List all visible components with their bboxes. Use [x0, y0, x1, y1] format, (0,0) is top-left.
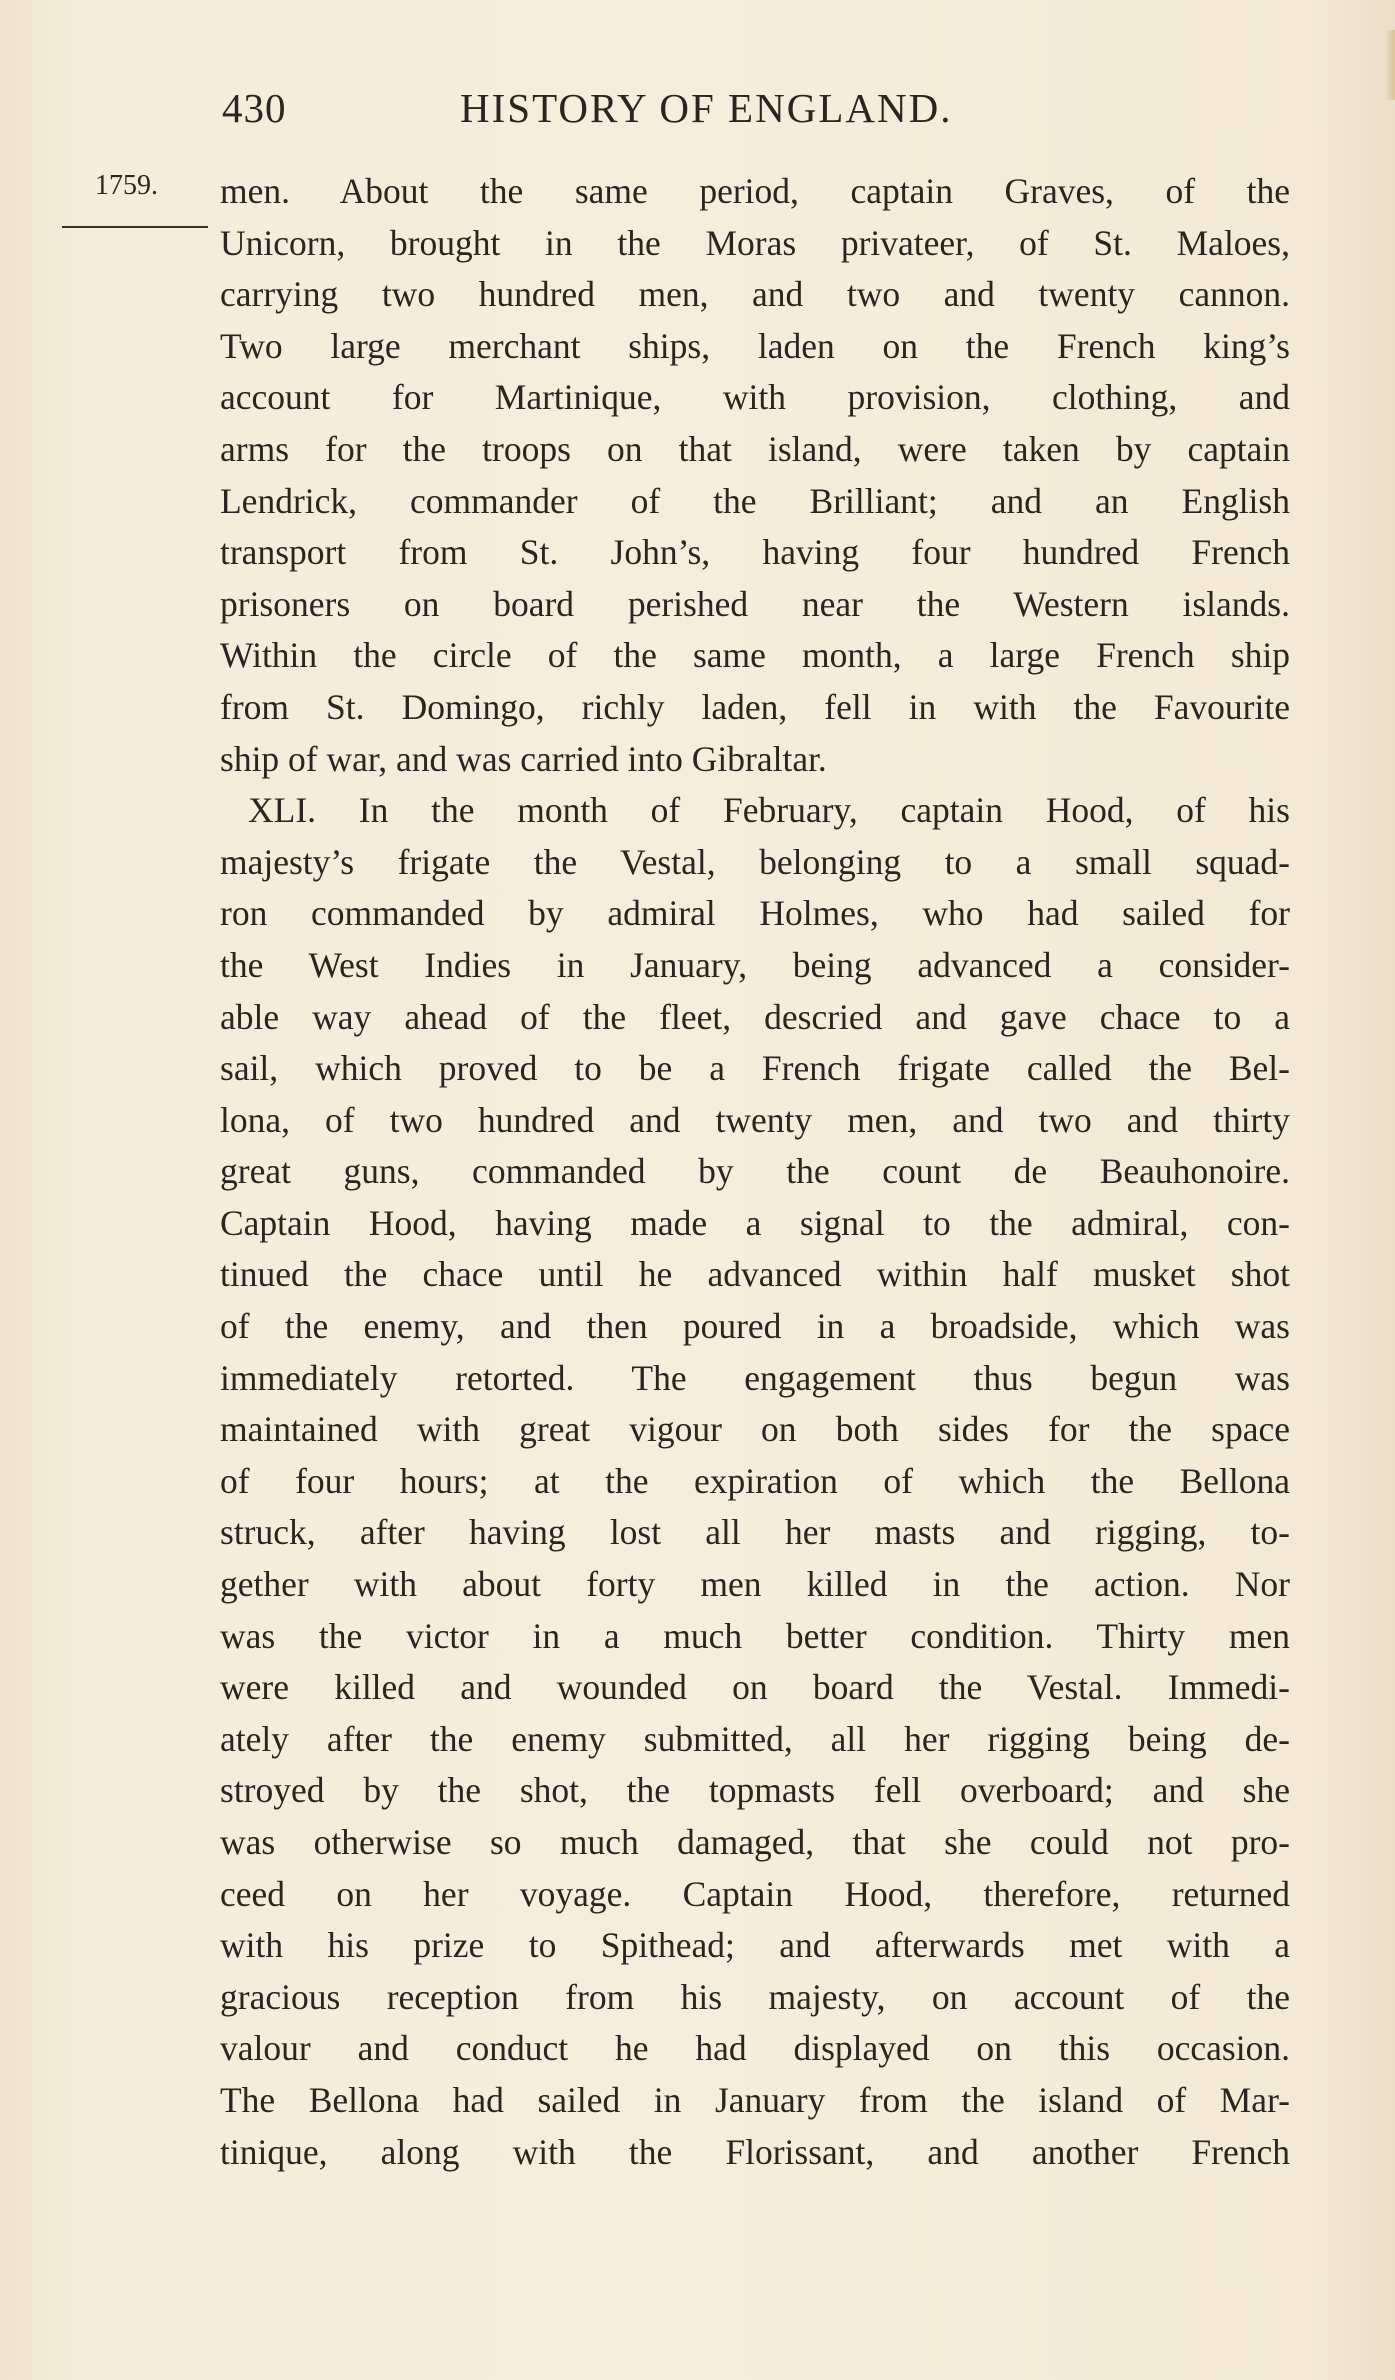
- text-line: the West Indies in January, being advanced a consider-: [220, 944, 1290, 985]
- text-line: The Bellona had sailed in January from the island of Mar-: [220, 2079, 1290, 2120]
- page-edge-stain: [1385, 30, 1395, 100]
- text-line: men. About the same period, captain Graves, of the: [220, 171, 1290, 211]
- text-line: of the enemy, and then poured in a broadside, which was: [220, 1306, 1290, 1347]
- text-line: lona, of two hundred and twenty men, and two and thirty: [220, 1099, 1290, 1140]
- text-line: carrying two hundred men, and two and twenty cannon.: [220, 274, 1290, 315]
- text-line: prisoners on board perished near the Western islands.: [220, 583, 1290, 624]
- page-number: 430: [222, 85, 287, 131]
- running-title: HISTORY OF ENGLAND.: [460, 85, 953, 131]
- text-line: struck, after having lost all her masts and rigging, to-: [220, 1512, 1290, 1553]
- text-line: was otherwise so much damaged, that she could not pro-: [220, 1822, 1290, 1862]
- text-line: were killed and wounded on board the Vestal. Immedi-: [220, 1667, 1290, 1708]
- text-line: was the victor in a much better condition. Thirty men: [220, 1615, 1290, 1656]
- text-line: ship of war, and was carried into Gibraltar.: [220, 738, 827, 779]
- text-line: gether with about forty men killed in the action. Nor: [220, 1564, 1290, 1605]
- body-text: [220, 166, 1290, 2178]
- text-line: stroyed by the shot, the topmasts fell overboard; and she: [220, 1770, 1290, 1811]
- section-start-line: XLI. In the month of February, captain Hood, of his: [248, 790, 1290, 831]
- text-line: ceed on her voyage. Captain Hood, therefore, returned: [220, 1873, 1290, 1914]
- text-line: able way ahead of the fleet, descried and gave chace to a: [220, 996, 1290, 1037]
- text-line: maintained with great vigour on both sides for the space: [220, 1409, 1290, 1450]
- text-line: gracious reception from his majesty, on account of the: [220, 1976, 1290, 2017]
- margin-rule: [62, 226, 208, 228]
- text-line: sail, which proved to be a French frigate called the Bel-: [220, 1048, 1290, 1089]
- text-line: majesty’s frigate the Vestal, belonging to a small squad-: [220, 841, 1290, 882]
- text-line: from St. Domingo, richly laden, fell in with the Favourite: [220, 686, 1290, 727]
- text-line: arms for the troops on that island, were taken by captain: [220, 428, 1290, 469]
- text-line: ately after the enemy submitted, all her rigging being de-: [220, 1718, 1290, 1759]
- text-line: account for Martinique, with provision, clothing, and: [220, 377, 1290, 418]
- page-header: [222, 84, 1052, 144]
- text-line: transport from St. John’s, having four hundred French: [220, 532, 1290, 573]
- text-line: with his prize to Spithead; and afterwards met with a: [220, 1925, 1290, 1966]
- text-line: Lendrick, commander of the Brilliant; and an English: [220, 480, 1290, 521]
- text-line: tinique, along with the Florissant, and another French: [220, 2131, 1290, 2172]
- text-line: immediately retorted. The engagement thus begun was: [220, 1357, 1290, 1398]
- text-line: ron commanded by admiral Holmes, who had sailed for: [220, 893, 1290, 934]
- text-line: great guns, commanded by the count de Beauhonoire.: [220, 1151, 1290, 1192]
- text-line: tinued the chace until he advanced within half musket shot: [220, 1254, 1290, 1295]
- margin-year-note: 1759.: [95, 170, 158, 201]
- text-line: valour and conduct he had displayed on this occasion.: [220, 2028, 1290, 2069]
- text-line: Two large merchant ships, laden on the French king’s: [220, 325, 1290, 366]
- text-line: Within the circle of the same month, a large French ship: [220, 635, 1290, 676]
- text-line: Captain Hood, having made a signal to the admiral, con-: [220, 1202, 1290, 1243]
- text-line: Unicorn, brought in the Moras privateer, of St. Maloes,: [220, 222, 1290, 263]
- text-line: of four hours; at the expiration of which the Bellona: [220, 1460, 1290, 1501]
